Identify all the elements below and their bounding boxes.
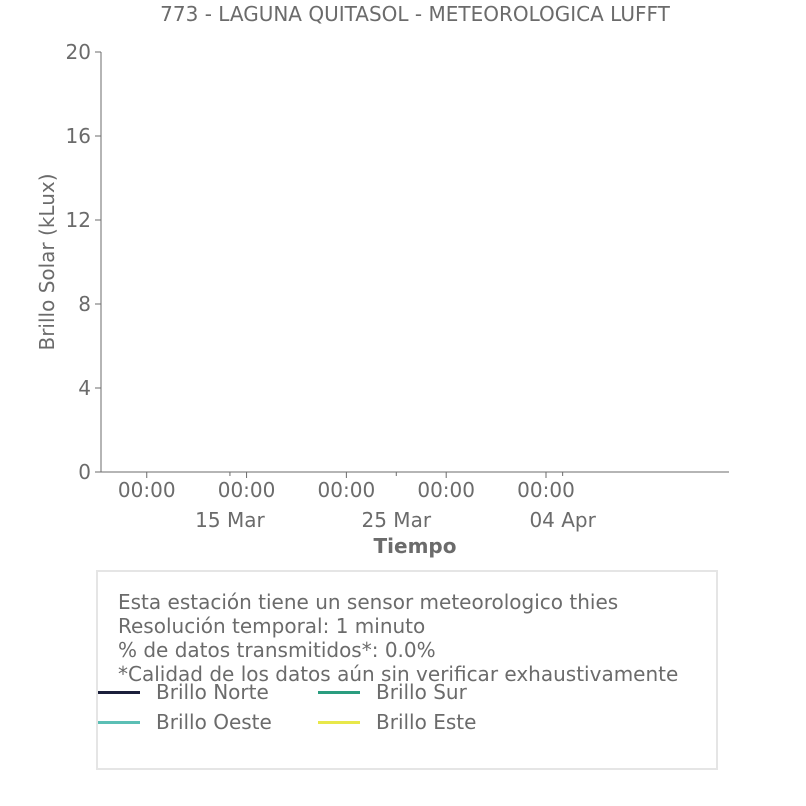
info-line-transmitted: % de datos transmitidos*: 0.0% (118, 638, 436, 662)
legend-item-brillo-este (318, 710, 476, 734)
legend-item-brillo-oeste (98, 710, 272, 734)
legend-label: Brillo Norte (156, 680, 269, 704)
y-tick-label: 20 (65, 40, 91, 64)
x-axis-label: Tiempo (373, 534, 457, 558)
x-tick-label-time: 00:00 (417, 478, 476, 502)
y-axis-label: Brillo Solar (kLux) (35, 173, 59, 351)
y-tick-label: 0 (78, 460, 91, 484)
legend-swatch-brillo-norte (98, 691, 140, 694)
x-tick-label-time: 00:00 (217, 478, 276, 502)
x-tick-label-date: 15 Mar (195, 508, 265, 532)
y-tick-label: 8 (78, 292, 91, 316)
y-tick-label: 12 (65, 208, 91, 232)
info-line-resolution: Resolución temporal: 1 minuto (118, 614, 426, 638)
x-tick-label-time: 00:00 (517, 478, 575, 502)
info-line-quality: *Calidad de los datos aún sin verificar exhaustivamente (118, 662, 679, 686)
x-tick-label-time: 00:00 (317, 478, 376, 502)
legend-swatch-brillo-oeste (98, 721, 140, 724)
x-tick-label-time: 00:00 (117, 478, 176, 502)
y-ticks (66, 40, 101, 484)
chart-title: 773 - LAGUNA QUITASOL - METEOROLOGICA LUFFT (160, 2, 670, 26)
info-box (96, 570, 718, 770)
legend-item-brillo-norte (98, 680, 269, 704)
legend-label: Brillo Este (376, 710, 477, 734)
info-text (118, 590, 678, 686)
x-ticks (118, 472, 597, 532)
legend-swatch-brillo-este (318, 721, 360, 724)
legend-item-brillo-sur (318, 680, 467, 704)
legend-label: Brillo Sur (376, 680, 467, 704)
info-line-sensor: Esta estación tiene un sensor meteorologico thies (118, 590, 619, 614)
y-tick-label: 16 (65, 124, 91, 148)
y-tick-label: 4 (78, 376, 91, 400)
x-tick-label-date: 04 Apr (529, 508, 596, 532)
legend-swatch-brillo-sur (318, 691, 360, 694)
x-tick-label-date: 25 Mar (361, 508, 432, 532)
legend-label: Brillo Oeste (156, 710, 272, 734)
